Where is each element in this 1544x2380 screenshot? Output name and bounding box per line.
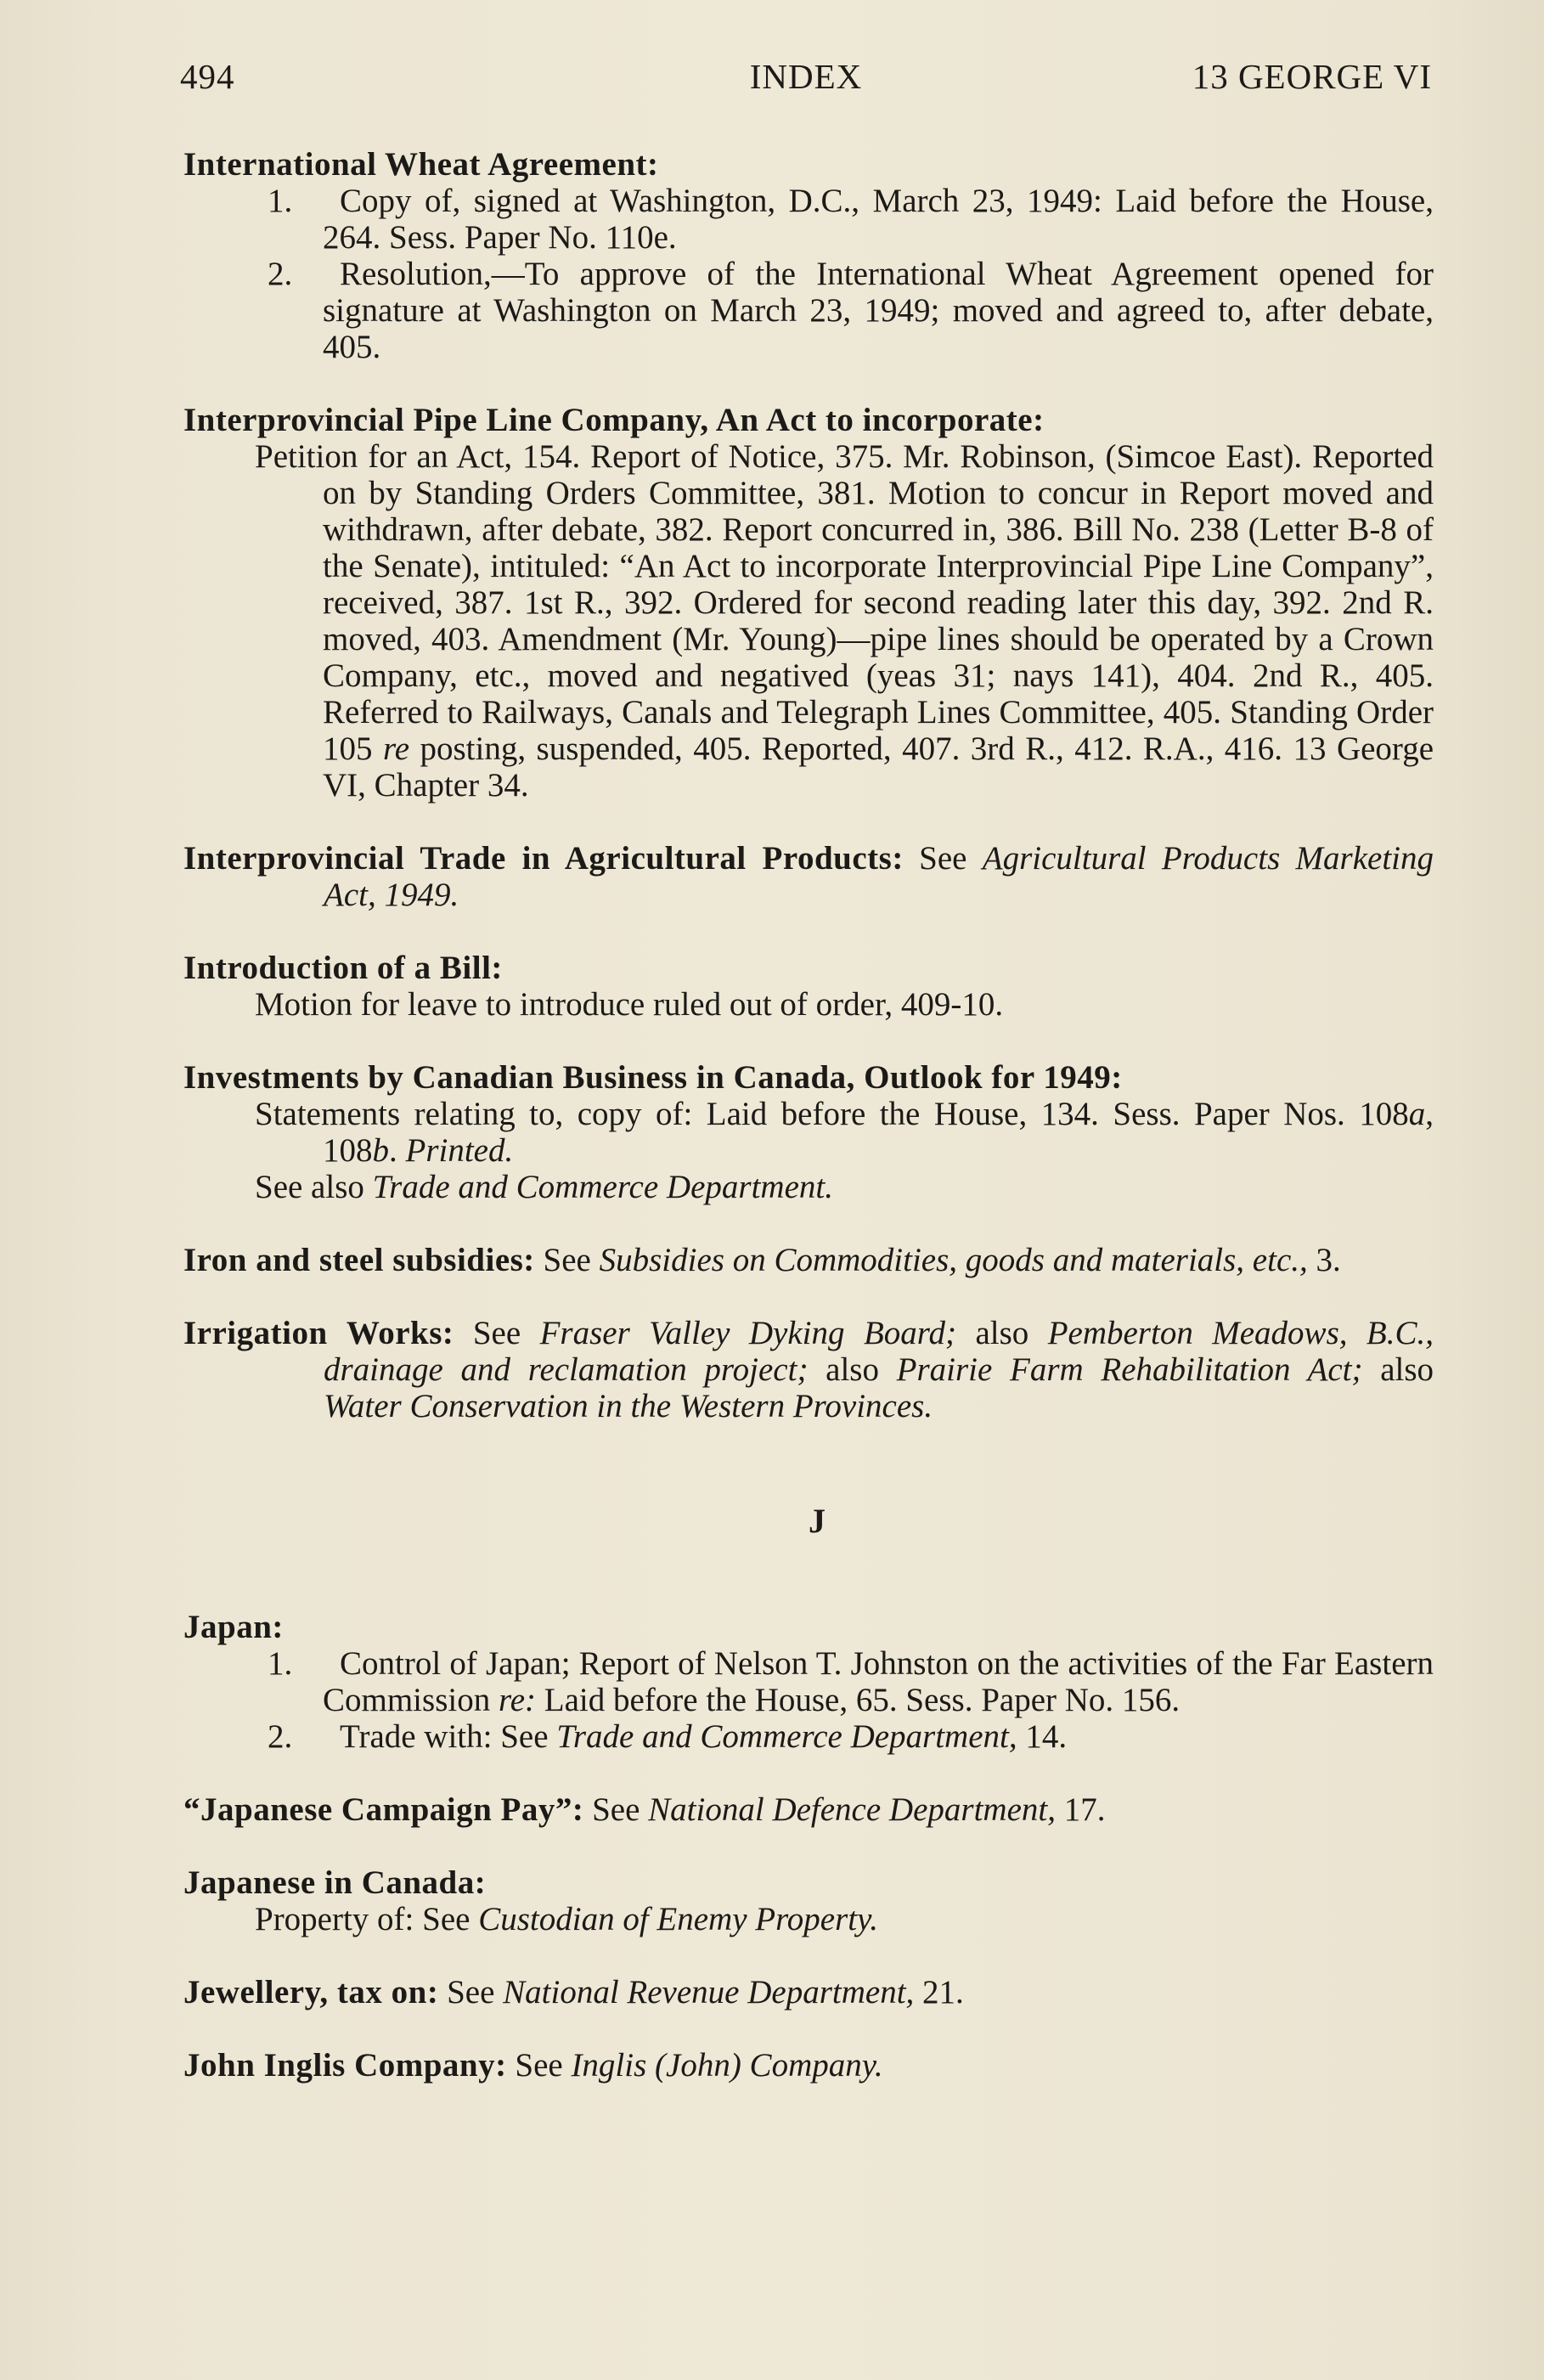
running-head (180, 56, 1432, 99)
entry-text-part: . (389, 1132, 397, 1169)
running-head-session: 13 GEORGE VI (1192, 57, 1432, 96)
running-head-title: INDEX (749, 57, 863, 96)
entry-text-part: , 108 (323, 1096, 1434, 1169)
see-text: See (447, 1974, 495, 2011)
entry-heading: John Inglis Company: (183, 2047, 507, 2084)
item-text-italic: re: (498, 1682, 536, 1718)
index-entry (183, 840, 1434, 913)
cross-reference: National Revenue Department, (503, 1974, 915, 2011)
entry-heading: Investments by Canadian Business in Canada, Outlook for 1949: (183, 1059, 1123, 1096)
cross-reference: Fraser Valley Dyking Board; (539, 1315, 956, 1351)
index-entry (183, 2047, 1434, 2084)
index-entry (183, 1059, 1434, 1205)
cross-reference: Inglis (John) Company. (571, 2047, 883, 2084)
see-text: See (472, 1315, 521, 1351)
cross-reference: Subsidies on Commodities, goods and materials, etc., (599, 1242, 1308, 1278)
page-ref: 14. (1025, 1718, 1068, 1755)
item-text: Laid before the House, 65. Sess. Paper No. 156. (544, 1682, 1181, 1718)
page-ref: 17. (1063, 1791, 1106, 1828)
item-text: Trade with: See (340, 1718, 549, 1755)
entry-heading: Japan: (183, 1609, 284, 1645)
cross-reference: Trade and Commerce Department. (372, 1169, 833, 1205)
see-text: See also (255, 1169, 364, 1205)
item-number: 1. (268, 1645, 293, 1682)
entry-text (183, 1096, 1434, 1169)
entry-text-part: Statements relating to, copy of: Laid before the House, 134. Sess. Paper Nos. 108 (255, 1096, 1409, 1132)
entry-subitem (183, 256, 1434, 365)
index-entry (183, 402, 1434, 804)
see-text: Property of: See (255, 1901, 471, 1937)
entry-subitem (183, 1718, 1434, 1755)
page-ref: 3. (1316, 1242, 1341, 1278)
index-entry (183, 950, 1434, 1023)
entry-heading: Interprovincial Trade in Agricultural Products: (183, 840, 904, 877)
entry-heading: International Wheat Agreement: (183, 146, 659, 183)
printed-note: Printed. (405, 1132, 514, 1169)
entry-subitem (183, 183, 1434, 256)
item-text: Control of Japan; Report of Nelson T. Johnston on the activities of the Far Eastern Commission (323, 1645, 1434, 1718)
index-entry (183, 1242, 1434, 1278)
entry-see-also (183, 1169, 1434, 1205)
page-ref: 21. (922, 1974, 964, 2011)
cross-reference: Trade and Commerce Department, (556, 1718, 1017, 1755)
entry-text-part: b (372, 1132, 389, 1169)
see-text: See (543, 1242, 591, 1278)
index-entry (183, 1315, 1434, 1424)
entry-heading: “Japanese Campaign Pay”: (183, 1791, 584, 1828)
also-text: also (1380, 1351, 1434, 1388)
index-entry (183, 1864, 1434, 1937)
cross-reference: Pemberton Meadows, B.C., drainage and reclamation project; (324, 1315, 1434, 1388)
cross-reference: Custodian of Enemy Property. (478, 1901, 879, 1937)
entry-heading: Jewellery, tax on: (183, 1974, 439, 2011)
cross-reference: Agricultural Products Marketing Act, 1949. (324, 840, 1434, 913)
see-text: See (592, 1791, 640, 1828)
entry-text-part: Petition for an Act, 154. Report of Notice, 375. Mr. Robinson, (Simcoe East). Reported on by Standing Orders Committee, 381. Motion to concur in Report moved and withdrawn, after debate, 382. Report concurred in, 386. Bill No. 238 (Letter B-8 of the Senate), intituled: “An Act to incorporate Interprovincial Pipe Line Company”, received, 387. 1st R., 392. Ordered for second reading later this day, 392. 2nd R. moved, 403. Amendment (Mr. Young)—pipe lines should be operated by a Crown Company, etc., moved and negatived (yeas 31; nays 141), 404. 2nd R., 405. Referred to Railways, Canals and Telegraph Lines Committee, 405. Standing Order 105 (255, 438, 1434, 767)
item-text: Resolution,—To approve of the International Wheat Agreement opened for signature at Washington on March 23, 1949; moved and agreed to, after debate, 405. (323, 256, 1434, 365)
index-entry (183, 146, 1434, 365)
see-text: See (515, 2047, 563, 2084)
entry-heading: Iron and steel subsidies: (183, 1242, 535, 1278)
cross-reference: National Defence Department, (648, 1791, 1056, 1828)
index-entry (183, 1609, 1434, 1755)
entry-heading: Interprovincial Pipe Line Company, An Act to incorporate: (183, 402, 1045, 438)
entry-text (183, 1901, 1434, 1937)
index-entry (183, 1791, 1434, 1828)
item-number: 2. (268, 1718, 293, 1755)
also-text: also (826, 1351, 879, 1388)
entry-text-part: posting, suspended, 405. Reported, 407. 3rd R., 412. R.A., 416. 13 George VI, Chapter 34. (323, 730, 1434, 804)
entry-italic-re: re (382, 730, 410, 767)
entry-heading: Irrigation Works: (183, 1315, 454, 1351)
entry-text (183, 438, 1434, 804)
cross-reference: Water Conservation in the Western Provinces. (324, 1388, 933, 1424)
entry-text-part: a (1408, 1096, 1426, 1132)
item-number: 1. (268, 183, 293, 219)
cross-reference: Prairie Farm Rehabilitation Act; (896, 1351, 1363, 1388)
entry-heading: Japanese in Canada: (183, 1864, 487, 1901)
page-number: 494 (180, 57, 235, 96)
entry-heading: Introduction of a Bill: (183, 950, 503, 986)
section-letter: J (809, 1502, 826, 1540)
item-number: 2. (268, 256, 293, 292)
also-text: also (975, 1315, 1029, 1351)
entry-text: Motion for leave to introduce ruled out of order, 409-10. (255, 986, 1004, 1023)
index-body (183, 146, 1434, 2120)
item-text: Copy of, signed at Washington, D.C., March 23, 1949: Laid before the House, 264. Sess. Paper No. 110e. (323, 183, 1434, 256)
see-text: See (919, 840, 967, 877)
index-entry (183, 1974, 1434, 2011)
entry-subitem (183, 1645, 1434, 1718)
